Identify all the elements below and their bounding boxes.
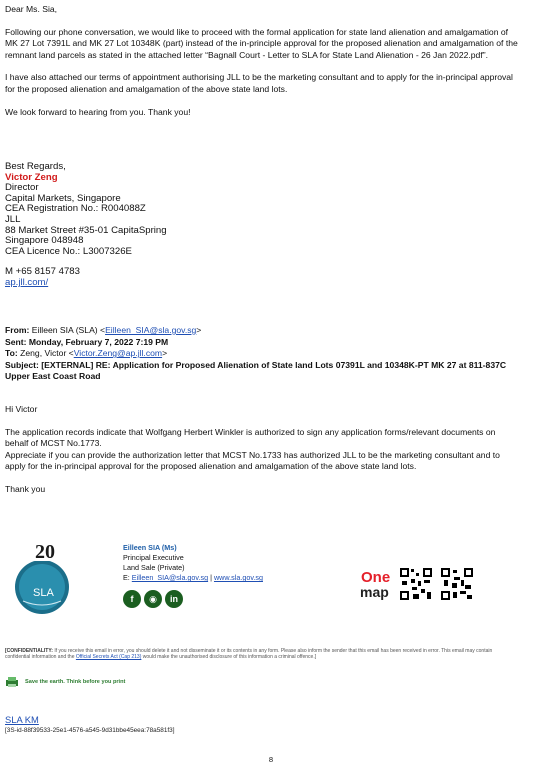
subject-line: Subject: [EXTERNAL] RE: Application for Proposed Alienation of State land Lots 07391L and 10348K-PT MK 27 at 811-837C Upper East Coast Road [5, 359, 507, 382]
sender-signature [5, 162, 167, 289]
paragraph-2: I have also attached our terms of appointment authorising JLL to be the marketing consultant and to apply for the in-principal approval for the proposed alienation and amalgamation of the above state land lots. [5, 72, 513, 94]
paragraph-3: We look forward to hearing from you. Thank you! [5, 106, 191, 117]
svg-text:map: map [360, 584, 389, 600]
contact-website-link[interactable]: www.sla.gov.sg [213, 573, 263, 582]
instagram-icon[interactable]: ◉ [144, 590, 162, 608]
sla-contact [123, 543, 263, 583]
greeting: Dear Ms. Sia, [5, 4, 58, 14]
document-id: [3S-id-88f39533-25e1-4576-a545-9d31bbe45eea:78a581f3] [5, 727, 175, 734]
eco-note: Save the earth. Think before you print [5, 676, 125, 688]
to-line: To: Zeng, Victor <Victor.Zeng@ap.jll.com> [5, 348, 168, 359]
signature-address-2: Singapore 048948 [5, 235, 84, 247]
signature-website-link[interactable]: ap.jll.com/ [5, 276, 49, 288]
contact-unit: Land Sale (Private) [123, 563, 185, 572]
reply-thanks: Thank you [5, 483, 46, 494]
email-header [5, 325, 520, 383]
to-email-link[interactable]: Victor.Zeng@ap.jll.com [73, 348, 163, 359]
signature-cea-registration: CEA Registration No.: R004088Z [5, 203, 146, 215]
contact-links: E: Eilleen_SIA@sla.gov.sg | www.sla.gov.sg [123, 573, 263, 582]
linkedin-icon[interactable]: in [165, 590, 183, 608]
reply-greeting: Hi Victor [5, 404, 38, 414]
signature-title: Director [5, 182, 39, 194]
signature-mobile: M +65 8157 4783 [5, 266, 80, 278]
closing: Best Regards, [5, 161, 66, 172]
contact-email-link[interactable]: Eilleen_SIA@sla.gov.sg [131, 573, 209, 582]
from-line: From: Eilleen SIA (SLA) <Eilleen_SIA@sla.gov.sg> [5, 325, 202, 335]
page-number: 8 [268, 755, 274, 764]
signature-department: Capital Markets, Singapore [5, 192, 121, 204]
contact-name: Eilleen SIA (Ms) [123, 543, 177, 552]
sla-logo [9, 537, 69, 617]
qr-code-icon [399, 567, 433, 601]
sla-km-link[interactable]: SLA KM [5, 714, 39, 725]
email-body-top [5, 4, 520, 118]
logo-text: SLA [33, 587, 54, 599]
sla-signature [5, 537, 535, 637]
svg-text:One: One [361, 569, 391, 586]
logo-year: 20 [35, 541, 55, 563]
signature-company: JLL [5, 213, 21, 225]
signature-address-1: 88 Market Street #35-01 CapitaSpring [5, 224, 167, 236]
signature-cea-licence: CEA Licence No.: L3007326E [5, 245, 132, 257]
from-email-link[interactable]: Eilleen_SIA@sla.gov.sg [105, 325, 197, 335]
sla-km-footer [5, 714, 175, 736]
reply-body [5, 404, 520, 496]
contact-title: Principal Executive [123, 553, 184, 562]
sent-line: Sent: Monday, February 7, 2022 7:19 PM [5, 336, 169, 347]
reply-paragraph-2: Appreciate if you can provide the authorization letter that MCST No.1733 has authorized JLL to be the marketing consultant and to apply for the in-principal approval for the proposed alienation and amalgamation of the above state land lots. [5, 449, 500, 472]
signature-name: Victor Zeng [5, 171, 58, 183]
facebook-icon[interactable]: f [123, 590, 141, 608]
confidentiality-notice: [CONFIDENTIALITY: If you receive this email in error, you should delete it and not disseminate it or its contents in any form. Please also inform the sender that this email has been received in error. This email may contain confidential information and the Official Secrets Act (Cap 213) would make the unauthorised disclosure of this information a criminal offence.] [5, 648, 493, 661]
official-secrets-act-link[interactable]: Official Secrets Act (Cap 213) [75, 654, 142, 661]
reply-paragraph-1: The application records indicate that Wolfgang Herbert Winkler is authorized to sign any application forms/relevant documents on behalf of MCST No.1773. [5, 426, 496, 449]
social-icons [123, 590, 183, 608]
paragraph-1: Following our phone conversation, we would like to proceed with the formal application for state land alienation and amalgamation of MK 27 Lot 7391L and MK 27 Lot 10348K (part) instead of the in-principle approval for the proposed alienation and amalgamation of the remnant land parcels as stated in the attached letter “Bagnall Court - Letter to SLA for State Land Alienation - 26 Jan 2022.pdf”. [5, 26, 518, 60]
qr-code-icon [440, 567, 474, 601]
printer-leaf-icon [5, 676, 19, 688]
